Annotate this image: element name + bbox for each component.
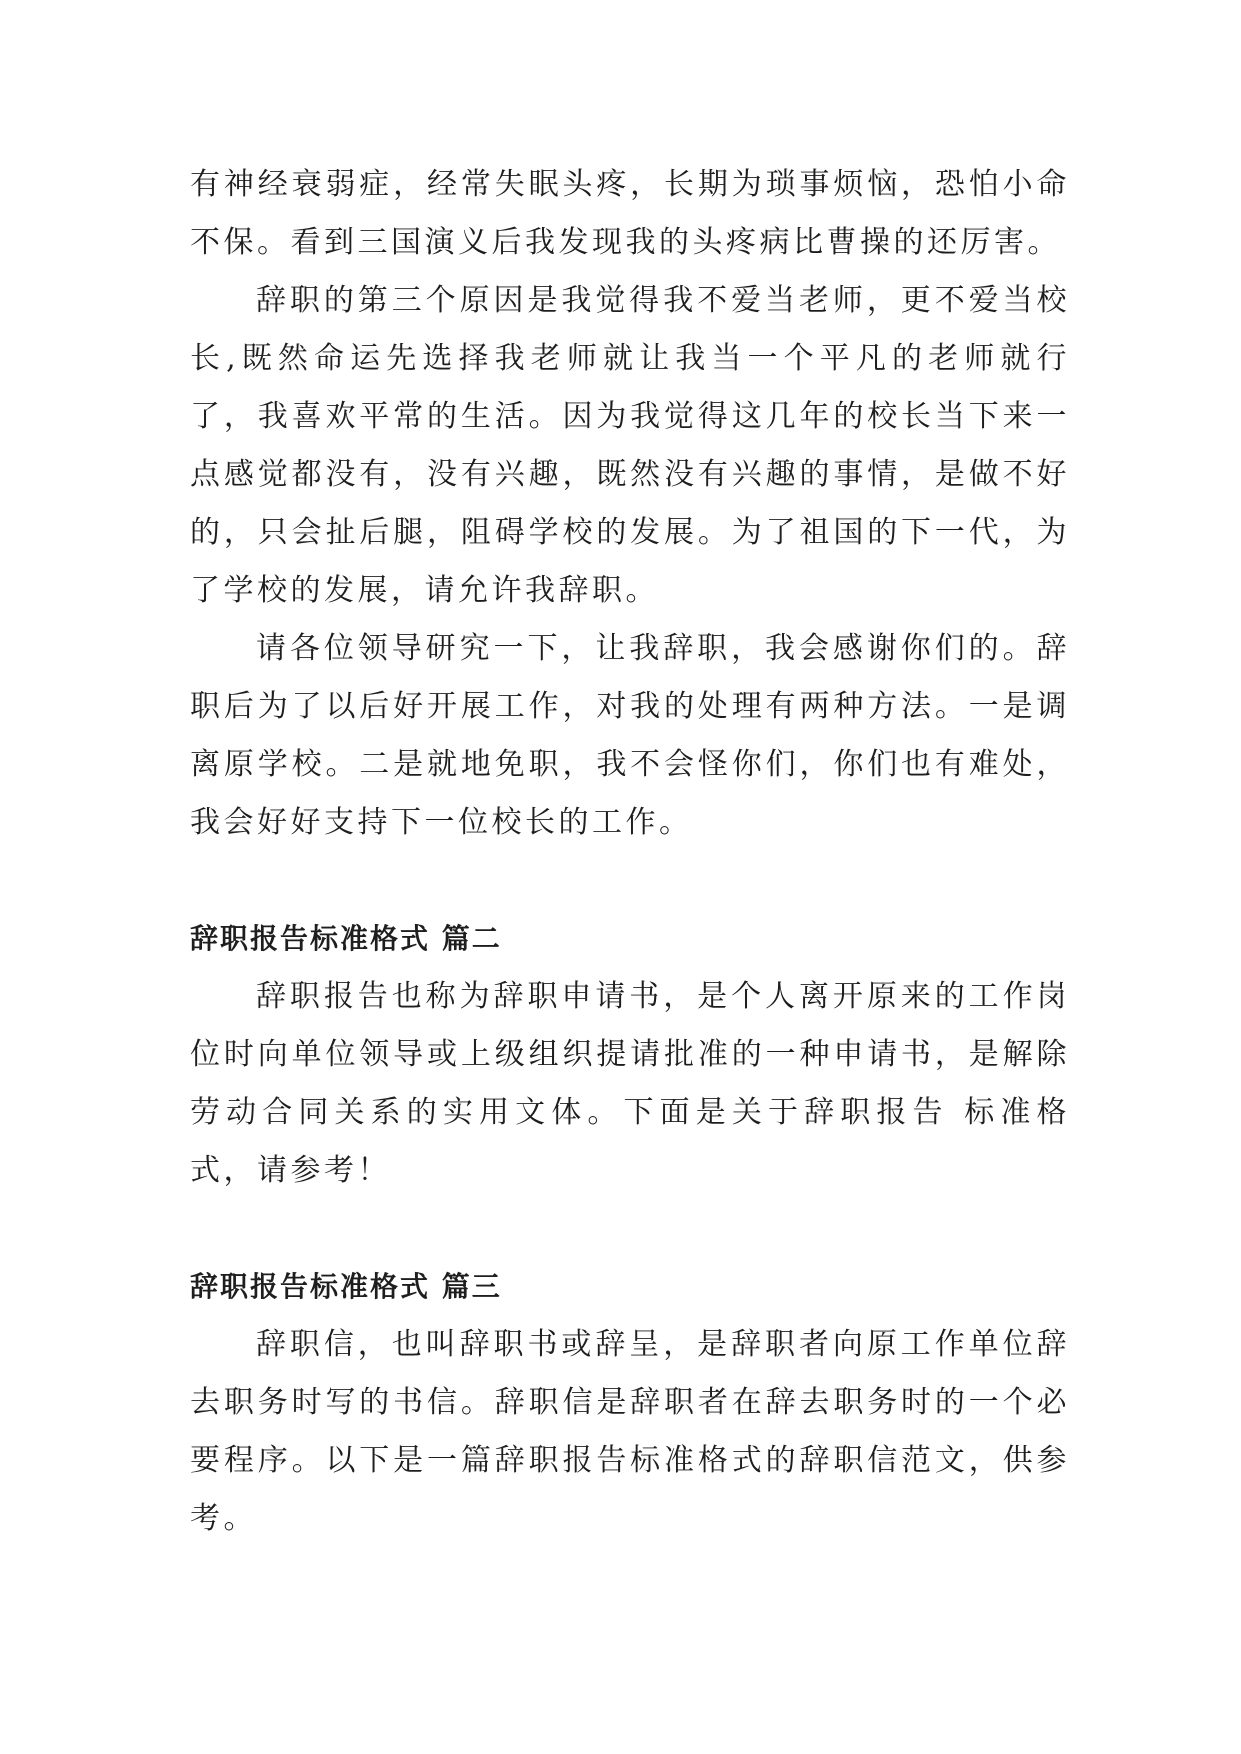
spacer	[190, 1200, 1070, 1258]
paragraph-part-three: 辞职信，也叫辞职书或辞呈，是辞职者向原工作单位辞去职务时写的书信。辞职信是辞职者在辞去职务时的一个必要程序。以下是一篇辞职报告标准格式的辞职信范文，供参考。	[190, 1327, 1070, 1536]
section-heading-part-three: 辞职报告标准格式 篇三	[190, 1270, 502, 1303]
paragraph-third-reason: 辞职的第三个原因是我觉得我不爱当老师，更不爱当校长,既然命运先选择我老师就让我当一个平凡的老师就行了，我喜欢平常的生活。因为我觉得这几年的校长当下来一点感觉都没有，没有兴趣，既然没有兴趣的事情，是做不好的，只会扯后腿，阻碍学校的发展。为了祖国的下一代，为了学校的发展，请允许我辞职。	[190, 283, 1070, 608]
spacer	[190, 852, 1070, 910]
document-body	[190, 156, 1070, 1548]
paragraph-request: 请各位领导研究一下，让我辞职，我会感谢你们的。辞职后为了以后好开展工作，对我的处理有两种方法。一是调离原学校。二是就地免职，我不会怪你们，你们也有难处，我会好好支持下一位校长的工作。	[190, 631, 1070, 840]
section-heading-part-two: 辞职报告标准格式 篇二	[190, 922, 502, 955]
paragraph-part-two: 辞职报告也称为辞职申请书，是个人离开原来的工作岗位时向单位领导或上级组织提请批准的一种申请书，是解除劳动合同关系的实用文体。下面是关于辞职报告 标准格式，请参考！	[190, 979, 1070, 1188]
paragraph-continued: 有神经衰弱症，经常失眠头疼，长期为琐事烦恼，恐怕小命不保。看到三国演义后我发现我的头疼病比曹操的还厉害。	[190, 167, 1070, 260]
